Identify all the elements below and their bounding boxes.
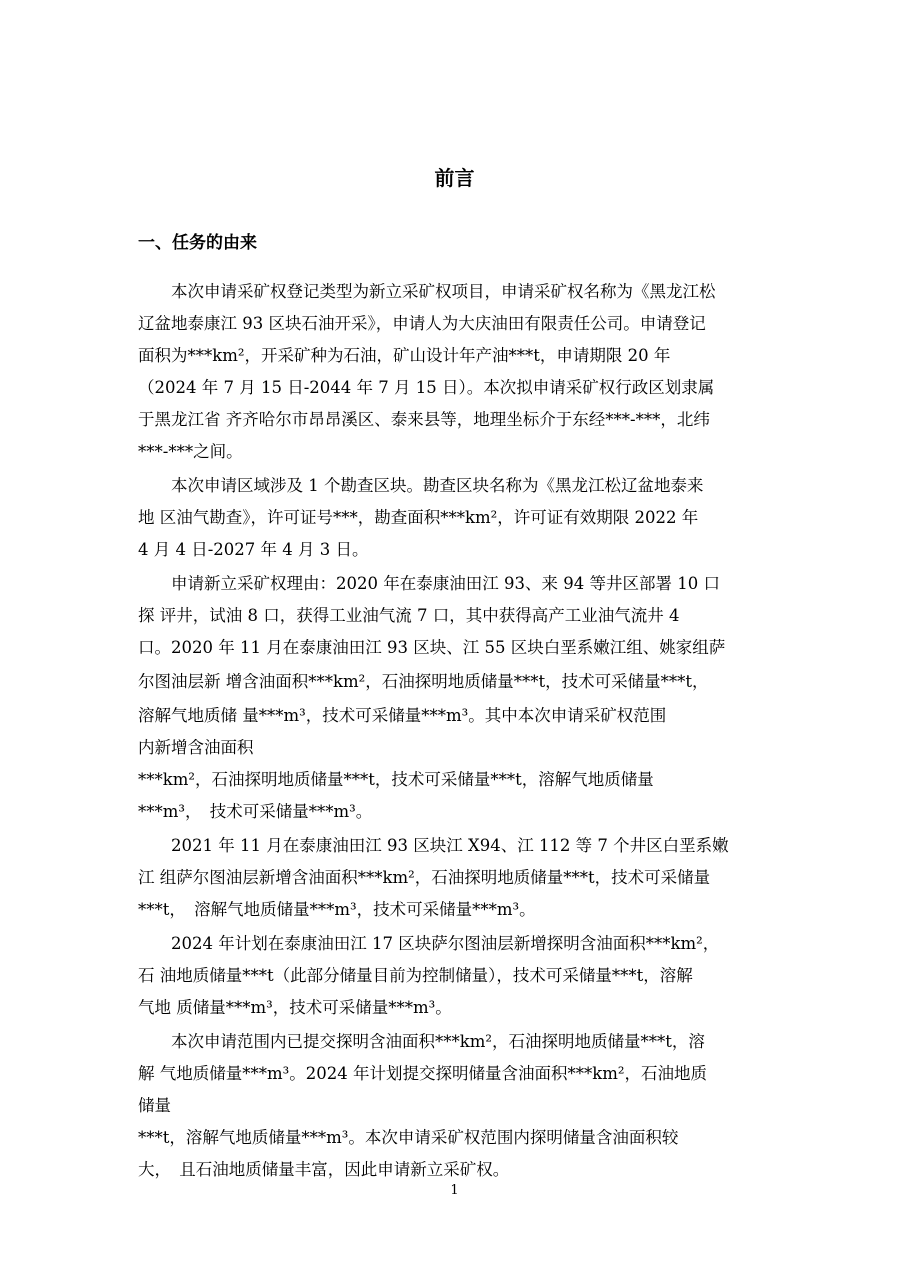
paragraph-line: 江 组萨尔图油层新增含油面积***km²，石油探明地质储量***t，技术可采储量	[138, 868, 711, 887]
paragraph-line: 本次申请区域涉及 1 个勘查区块。勘查区块名称为《黑龙江松辽盆地泰来	[138, 476, 704, 495]
paragraph-line: 探 评井，试油 8 口，获得工业油气流 7 口，其中获得高产工业油气流井 4	[138, 606, 680, 625]
paragraph-line: 本次申请范围内已提交探明含油面积***km²，石油探明地质储量***t，溶	[138, 1032, 705, 1051]
paragraph-line: 气地 质储量***m³，技术可采储量***m³。	[138, 998, 452, 1017]
paragraph-line: 面积为***km²，开采矿种为石油，矿山设计年产油***t，申请期限 20 年	[138, 346, 671, 365]
paragraph-line: ***t， 溶解气地质储量***m³，技术可采储量***m³。	[138, 900, 536, 919]
paragraph-line: 口。2020 年 11 月在泰康油田江 93 区块、江 55 区块白垩系嫩江组、姚家组萨	[138, 638, 726, 657]
paragraph-line: 尔图油层新 增含油面积***km²，石油探明地质储量***t，技术可采储量***t，	[138, 672, 709, 691]
paragraph-line: 溶解气地质储 量***m³，技术可采储量***m³。其中本次申请采矿权范围	[138, 706, 667, 725]
paragraph-line: 2024 年计划在泰康油田江 17 区块萨尔图油层新增探明含油面积***km²，	[138, 934, 720, 953]
paragraph-line: ***km²，石油探明地质储量***t，技术可采储量***t，溶解气地质储量	[138, 770, 654, 789]
section-heading: 一、任务的由来	[138, 233, 257, 253]
paragraph-line: ***m³， 技术可采储量***m³。	[138, 802, 373, 821]
paragraph-line: ***-***之间。	[138, 442, 243, 461]
paragraph-line: 石 油地质储量***t（此部分储量目前为控制储量），技术可采储量***t，溶解	[138, 966, 693, 985]
paragraph-line: 2021 年 11 月在泰康油田江 93 区块江 X94、江 112 等 7 个井区白垩系嫩	[138, 836, 729, 855]
paragraph-line: 地 区油气勘查》，许可证号***，勘查面积***km²，许可证有效期限 2022 年	[138, 508, 699, 527]
page-title: 前言	[434, 166, 475, 190]
paragraph-line: 辽盆地泰康江 93 区块石油开采》，申请人为大庆油田有限责任公司。申请登记	[138, 314, 706, 333]
paragraph-line: 申请新立采矿权理由：2020 年在泰康油田江 93、来 94 等井区部署 10 口	[138, 574, 720, 593]
paragraph-line: 于黑龙江省 齐齐哈尔市昂昂溪区、泰来县等，地理坐标介于东经***-***，北纬	[138, 410, 710, 429]
paragraph-line: 4 月 4 日-2027 年 4 月 3 日。	[138, 540, 369, 559]
page-number: 1	[450, 1183, 459, 1198]
paragraph-line: （2024 年 7 月 15 日-2044 年 7 月 15 日）。本次拟申请采矿权行政区划隶属	[138, 378, 715, 397]
paragraph-line: 内新增含油面积	[138, 738, 254, 757]
paragraph-line: 解 气地质储量***m³。2024 年计划提交探明储量含油面积***km²，石油地质	[138, 1064, 708, 1083]
paragraph-line: 本次申请采矿权登记类型为新立采矿权项目，申请采矿权名称为《黑龙江松	[138, 282, 716, 301]
paragraph-line: 大， 且石油地质储量丰富，因此申请新立采矿权。	[138, 1160, 510, 1179]
paragraph-line: 储量	[138, 1096, 171, 1115]
paragraph-line: ***t，溶解气地质储量***m³。本次申请采矿权范围内探明储量含油面积较	[138, 1128, 679, 1147]
